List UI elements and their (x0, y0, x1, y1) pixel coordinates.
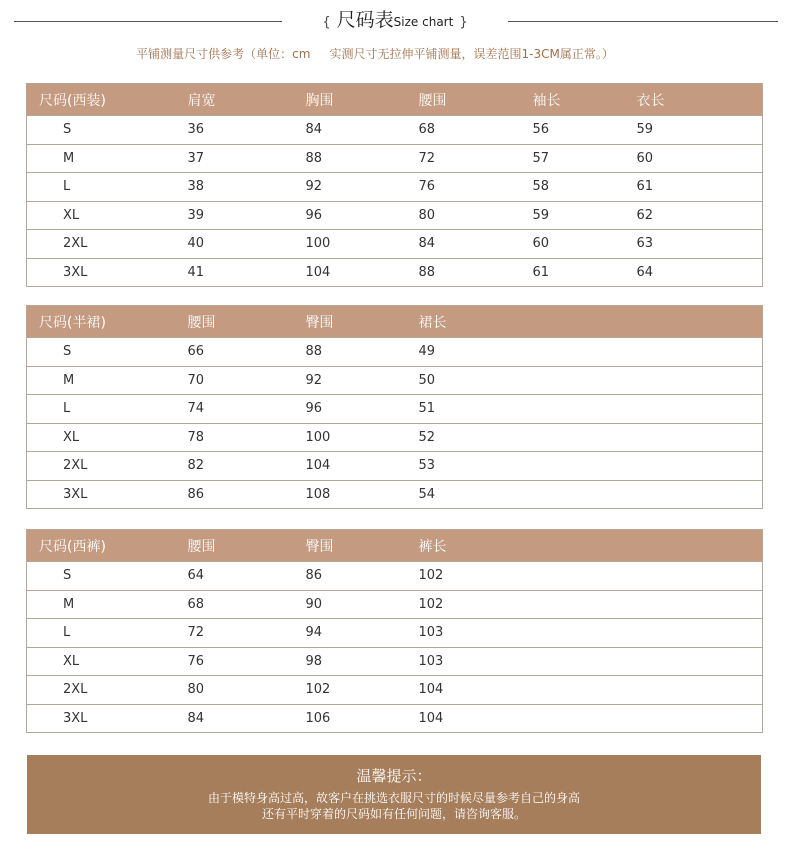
measurement-cell: 103 (419, 647, 533, 676)
size-label: M (27, 590, 188, 619)
column-header (533, 530, 637, 562)
size-label: S (27, 116, 188, 145)
column-header: 袖长 (533, 84, 637, 116)
table-row (27, 562, 763, 591)
title-divider-right (508, 21, 778, 22)
measurement-cell: 76 (188, 647, 306, 676)
measurement-cell: 58 (533, 173, 637, 202)
table-row (27, 144, 763, 173)
column-header (637, 530, 763, 562)
measurement-cell (637, 480, 763, 509)
measurement-cell: 100 (306, 423, 419, 452)
measurement-cell (637, 676, 763, 705)
size-label: S (27, 562, 188, 591)
measurement-cell (637, 423, 763, 452)
table-row (27, 201, 763, 230)
column-header: 臀围 (306, 530, 419, 562)
measurement-cell: 39 (188, 201, 306, 230)
measurement-cell (637, 619, 763, 648)
measurement-cell: 40 (188, 230, 306, 259)
measurement-cell: 76 (419, 173, 533, 202)
measurement-cell: 66 (188, 338, 306, 367)
measurement-cell: 102 (419, 590, 533, 619)
measurement-note: 平铺测量尺寸供参考（单位：cm 实测尺寸无拉伸平铺测量，误差范围1-3CM属正常。） (136, 47, 614, 61)
table-row (27, 116, 763, 145)
table-row (27, 366, 763, 395)
measurement-cell: 51 (419, 395, 533, 424)
measurement-cell: 59 (637, 116, 763, 145)
measurement-cell: 56 (533, 116, 637, 145)
measurement-cell: 86 (306, 562, 419, 591)
measurement-cell (637, 338, 763, 367)
measurement-cell: 100 (306, 230, 419, 259)
measurement-cell: 70 (188, 366, 306, 395)
column-header: 衣长 (637, 84, 763, 116)
table-row (27, 704, 763, 733)
measurement-cell: 102 (306, 676, 419, 705)
column-header: 腰围 (419, 84, 533, 116)
measurement-cell (533, 704, 637, 733)
measurement-cell: 106 (306, 704, 419, 733)
measurement-cell: 72 (419, 144, 533, 173)
measurement-cell: 60 (533, 230, 637, 259)
measurement-cell: 38 (188, 173, 306, 202)
measurement-cell: 57 (533, 144, 637, 173)
column-header: 肩宽 (188, 84, 306, 116)
measurement-cell: 63 (637, 230, 763, 259)
measurement-cell: 61 (637, 173, 763, 202)
measurement-cell: 104 (419, 676, 533, 705)
header-row (27, 530, 763, 562)
measurement-cell: 37 (188, 144, 306, 173)
measurement-cell (533, 366, 637, 395)
column-header (533, 306, 637, 338)
measurement-cell: 96 (306, 395, 419, 424)
measurement-cell: 84 (188, 704, 306, 733)
size-label: S (27, 338, 188, 367)
size-label: 3XL (27, 258, 188, 287)
table-row (27, 452, 763, 481)
measurement-cell (637, 590, 763, 619)
measurement-cell: 80 (188, 676, 306, 705)
measurement-cell (637, 395, 763, 424)
notice-title: 温馨提示： (356, 767, 432, 785)
measurement-cell: 52 (419, 423, 533, 452)
measurement-cell: 96 (306, 201, 419, 230)
measurement-cell: 90 (306, 590, 419, 619)
measurement-cell: 92 (306, 366, 419, 395)
measurement-cell: 104 (419, 704, 533, 733)
size-label: L (27, 395, 188, 424)
measurement-cell: 41 (188, 258, 306, 287)
table-row (27, 480, 763, 509)
measurement-cell: 53 (419, 452, 533, 481)
measurement-cell (637, 704, 763, 733)
measurement-cell (533, 395, 637, 424)
title-cn: 尺码表 (336, 9, 394, 31)
column-header (637, 306, 763, 338)
measurement-cell (533, 590, 637, 619)
suit-size-table (26, 83, 763, 287)
measurement-cell: 59 (533, 201, 637, 230)
column-header: 尺码(半裙) (27, 306, 188, 338)
size-label: L (27, 173, 188, 202)
measurement-cell: 104 (306, 452, 419, 481)
measurement-cell (637, 366, 763, 395)
column-header: 腰围 (188, 530, 306, 562)
size-label: 3XL (27, 704, 188, 733)
measurement-cell: 102 (419, 562, 533, 591)
measurement-cell (637, 562, 763, 591)
column-header: 裙长 (419, 306, 533, 338)
measurement-cell: 74 (188, 395, 306, 424)
measurement-cell (533, 423, 637, 452)
measurement-cell: 88 (306, 144, 419, 173)
measurement-cell: 84 (419, 230, 533, 259)
measurement-cell: 60 (637, 144, 763, 173)
title-en: Size chart (393, 15, 454, 29)
size-label: XL (27, 201, 188, 230)
measurement-cell: 49 (419, 338, 533, 367)
skirt-size-table (26, 305, 763, 509)
header-row (27, 84, 763, 116)
measurement-cell: 92 (306, 173, 419, 202)
size-label: M (27, 366, 188, 395)
notice-box (27, 755, 761, 834)
table-row (27, 647, 763, 676)
table-row (27, 676, 763, 705)
title-brace-open: { (322, 15, 331, 30)
table-row (27, 338, 763, 367)
size-label: 3XL (27, 480, 188, 509)
measurement-cell (533, 619, 637, 648)
size-label: 2XL (27, 676, 188, 705)
measurement-cell: 103 (419, 619, 533, 648)
table-row (27, 173, 763, 202)
measurement-cell (533, 647, 637, 676)
measurement-cell: 88 (306, 338, 419, 367)
column-header: 尺码(西装) (27, 84, 188, 116)
measurement-cell: 82 (188, 452, 306, 481)
measurement-cell: 62 (637, 201, 763, 230)
measurement-cell: 50 (419, 366, 533, 395)
size-label: 2XL (27, 230, 188, 259)
measurement-cell (637, 647, 763, 676)
table-row (27, 230, 763, 259)
measurement-cell: 68 (419, 116, 533, 145)
measurement-cell (533, 676, 637, 705)
size-label: 2XL (27, 452, 188, 481)
measurement-cell: 98 (306, 647, 419, 676)
notice-line-1: 由于模特身高过高，故客户在挑选衣服尺寸的时候尽量参考自己的身高 (207, 791, 580, 805)
size-label: XL (27, 647, 188, 676)
measurement-cell: 68 (188, 590, 306, 619)
measurement-cell: 104 (306, 258, 419, 287)
measurement-cell: 94 (306, 619, 419, 648)
measurement-cell (637, 452, 763, 481)
measurement-cell: 61 (533, 258, 637, 287)
measurement-cell: 84 (306, 116, 419, 145)
measurement-cell (533, 562, 637, 591)
size-label: M (27, 144, 188, 173)
column-header: 胸围 (306, 84, 419, 116)
measurement-cell: 78 (188, 423, 306, 452)
measurement-cell: 36 (188, 116, 306, 145)
measurement-cell (533, 452, 637, 481)
column-header: 裤长 (419, 530, 533, 562)
table-row (27, 423, 763, 452)
measurement-cell: 72 (188, 619, 306, 648)
table-row (27, 619, 763, 648)
table-row (27, 590, 763, 619)
measurement-cell: 108 (306, 480, 419, 509)
measurement-cell: 64 (637, 258, 763, 287)
measurement-cell: 86 (188, 480, 306, 509)
measurement-cell (533, 338, 637, 367)
measurement-cell: 64 (188, 562, 306, 591)
trousers-size-table (26, 529, 763, 733)
header-row (27, 306, 763, 338)
column-header: 尺码(西裤) (27, 530, 188, 562)
title-brace-close: } (459, 15, 468, 30)
column-header: 腰围 (188, 306, 306, 338)
measurement-cell (533, 480, 637, 509)
notice-line-2: 还有平时穿着的尺码如有任何问题，请咨询客服。 (261, 807, 526, 821)
measurement-cell: 80 (419, 201, 533, 230)
measurement-cell: 54 (419, 480, 533, 509)
table-row (27, 395, 763, 424)
measurement-cell: 88 (419, 258, 533, 287)
title-row (0, 8, 790, 32)
size-label: L (27, 619, 188, 648)
column-header: 臀围 (306, 306, 419, 338)
size-label: XL (27, 423, 188, 452)
table-row (27, 258, 763, 287)
